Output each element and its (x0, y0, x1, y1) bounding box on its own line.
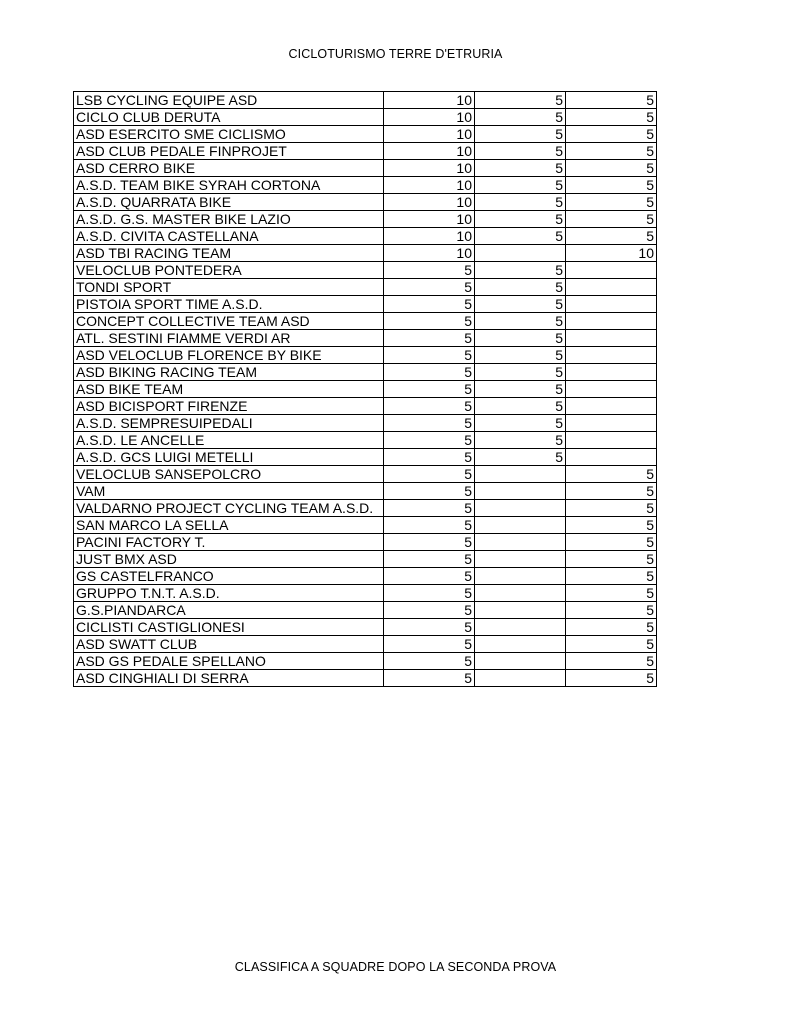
points-cell-3: 5 (566, 177, 657, 194)
points-cell-3: 10 (566, 245, 657, 262)
points-cell-1: 10 (384, 92, 475, 109)
team-name-cell: LSB CYCLING EQUIPE ASD (74, 92, 384, 109)
table-row (74, 568, 657, 585)
table-row (74, 143, 657, 160)
team-name-cell: ASD CINGHIALI DI SERRA (74, 670, 384, 687)
points-cell-3 (566, 262, 657, 279)
points-cell-3 (566, 398, 657, 415)
points-cell-1: 5 (384, 551, 475, 568)
points-cell-1: 5 (384, 398, 475, 415)
points-cell-2 (475, 653, 566, 670)
team-name-cell: ATL. SESTINI FIAMME VERDI AR (74, 330, 384, 347)
table-row (74, 364, 657, 381)
points-cell-2 (475, 636, 566, 653)
points-cell-2 (475, 483, 566, 500)
table-row (74, 551, 657, 568)
team-name-cell: SAN MARCO LA SELLA (74, 517, 384, 534)
points-cell-1: 5 (384, 619, 475, 636)
table-row (74, 330, 657, 347)
table-row (74, 653, 657, 670)
points-cell-3: 5 (566, 126, 657, 143)
points-cell-2: 5 (475, 211, 566, 228)
team-name-cell: ASD TBI RACING TEAM (74, 245, 384, 262)
points-cell-2 (475, 568, 566, 585)
table-row (74, 160, 657, 177)
table-row (74, 262, 657, 279)
table-row (74, 347, 657, 364)
team-name-cell: CICLO CLUB DERUTA (74, 109, 384, 126)
team-name-cell: GRUPPO T.N.T. A.S.D. (74, 585, 384, 602)
points-cell-1: 5 (384, 279, 475, 296)
team-name-cell: PACINI FACTORY T. (74, 534, 384, 551)
table-row (74, 228, 657, 245)
team-name-cell: CONCEPT COLLECTIVE TEAM ASD (74, 313, 384, 330)
page-footer: CLASSIFICA A SQUADRE DOPO LA SECONDA PROVA (234, 960, 557, 974)
page-title: CICLOTURISMO TERRE D'ETRURIA (288, 47, 503, 61)
points-cell-1: 5 (384, 381, 475, 398)
points-cell-2 (475, 585, 566, 602)
points-cell-1: 5 (384, 449, 475, 466)
points-cell-2 (475, 245, 566, 262)
table-row (74, 534, 657, 551)
points-cell-2: 5 (475, 143, 566, 160)
table-row (74, 126, 657, 143)
team-name-cell: G.S.PIANDARCA (74, 602, 384, 619)
standings-table (73, 91, 657, 687)
standings-table-body (74, 92, 657, 687)
points-cell-3: 5 (566, 602, 657, 619)
points-cell-1: 10 (384, 194, 475, 211)
team-name-cell: TONDI SPORT (74, 279, 384, 296)
team-name-cell: GS CASTELFRANCO (74, 568, 384, 585)
table-row (74, 296, 657, 313)
table-row (74, 398, 657, 415)
table-row (74, 619, 657, 636)
points-cell-1: 10 (384, 160, 475, 177)
points-cell-3: 5 (566, 92, 657, 109)
team-name-cell: ASD BICISPORT FIRENZE (74, 398, 384, 415)
points-cell-1: 10 (384, 211, 475, 228)
table-row (74, 245, 657, 262)
points-cell-2: 5 (475, 194, 566, 211)
points-cell-2: 5 (475, 449, 566, 466)
points-cell-1: 10 (384, 228, 475, 245)
table-row (74, 194, 657, 211)
points-cell-3: 5 (566, 143, 657, 160)
team-name-cell: A.S.D. GCS LUIGI METELLI (74, 449, 384, 466)
points-cell-2: 5 (475, 330, 566, 347)
points-cell-3: 5 (566, 228, 657, 245)
points-cell-2 (475, 551, 566, 568)
points-cell-3: 5 (566, 585, 657, 602)
points-cell-3: 5 (566, 670, 657, 687)
table-row (74, 109, 657, 126)
points-cell-1: 10 (384, 177, 475, 194)
points-cell-2: 5 (475, 177, 566, 194)
points-cell-3: 5 (566, 109, 657, 126)
table-row (74, 381, 657, 398)
points-cell-3 (566, 449, 657, 466)
table-row (74, 602, 657, 619)
points-cell-1: 5 (384, 364, 475, 381)
points-cell-1: 5 (384, 483, 475, 500)
points-cell-3: 5 (566, 551, 657, 568)
points-cell-1: 5 (384, 500, 475, 517)
points-cell-1: 5 (384, 602, 475, 619)
table-row (74, 177, 657, 194)
points-cell-1: 5 (384, 296, 475, 313)
points-cell-3: 5 (566, 483, 657, 500)
points-cell-2 (475, 466, 566, 483)
team-name-cell: ASD VELOCLUB FLORENCE BY BIKE (74, 347, 384, 364)
team-name-cell: VELOCLUB PONTEDERA (74, 262, 384, 279)
points-cell-2: 5 (475, 381, 566, 398)
points-cell-3: 5 (566, 211, 657, 228)
points-cell-1: 5 (384, 330, 475, 347)
team-name-cell: ASD BIKE TEAM (74, 381, 384, 398)
points-cell-3 (566, 415, 657, 432)
points-cell-2: 5 (475, 228, 566, 245)
points-cell-1: 5 (384, 466, 475, 483)
points-cell-1: 5 (384, 585, 475, 602)
points-cell-2: 5 (475, 126, 566, 143)
table-row (74, 432, 657, 449)
points-cell-2 (475, 517, 566, 534)
points-cell-1: 5 (384, 432, 475, 449)
points-cell-2: 5 (475, 364, 566, 381)
points-cell-3 (566, 296, 657, 313)
points-cell-3 (566, 313, 657, 330)
points-cell-1: 5 (384, 670, 475, 687)
table-row (74, 585, 657, 602)
points-cell-1: 5 (384, 568, 475, 585)
points-cell-2: 5 (475, 432, 566, 449)
table-row (74, 466, 657, 483)
points-cell-3: 5 (566, 517, 657, 534)
points-cell-2 (475, 500, 566, 517)
table-row (74, 517, 657, 534)
points-cell-3 (566, 381, 657, 398)
team-name-cell: ASD GS PEDALE SPELLANO (74, 653, 384, 670)
points-cell-3: 5 (566, 636, 657, 653)
team-name-cell: ASD BIKING RACING TEAM (74, 364, 384, 381)
points-cell-1: 5 (384, 636, 475, 653)
table-row (74, 211, 657, 228)
points-cell-1: 5 (384, 313, 475, 330)
points-cell-2: 5 (475, 415, 566, 432)
table-row (74, 415, 657, 432)
team-name-cell: PISTOIA SPORT TIME A.S.D. (74, 296, 384, 313)
team-name-cell: JUST BMX ASD (74, 551, 384, 568)
team-name-cell: ASD CERRO BIKE (74, 160, 384, 177)
points-cell-3: 5 (566, 194, 657, 211)
points-cell-2: 5 (475, 109, 566, 126)
team-name-cell: A.S.D. TEAM BIKE SYRAH CORTONA (74, 177, 384, 194)
points-cell-3: 5 (566, 534, 657, 551)
points-cell-2: 5 (475, 279, 566, 296)
team-name-cell: A.S.D. CIVITA CASTELLANA (74, 228, 384, 245)
points-cell-3 (566, 330, 657, 347)
points-cell-3 (566, 347, 657, 364)
points-cell-2 (475, 619, 566, 636)
points-cell-1: 10 (384, 143, 475, 160)
points-cell-1: 5 (384, 534, 475, 551)
table-row (74, 500, 657, 517)
points-cell-3: 5 (566, 466, 657, 483)
points-cell-1: 5 (384, 415, 475, 432)
team-name-cell: A.S.D. LE ANCELLE (74, 432, 384, 449)
points-cell-1: 10 (384, 245, 475, 262)
points-cell-2: 5 (475, 160, 566, 177)
points-cell-3: 5 (566, 619, 657, 636)
team-name-cell: ASD CLUB PEDALE FINPROJET (74, 143, 384, 160)
team-name-cell: CICLISTI CASTIGLIONESI (74, 619, 384, 636)
points-cell-2 (475, 670, 566, 687)
team-name-cell: A.S.D. SEMPRESUIPEDALI (74, 415, 384, 432)
points-cell-3 (566, 364, 657, 381)
points-cell-1: 10 (384, 109, 475, 126)
team-name-cell: ASD ESERCITO SME CICLISMO (74, 126, 384, 143)
points-cell-3: 5 (566, 653, 657, 670)
points-cell-2: 5 (475, 398, 566, 415)
points-cell-1: 5 (384, 347, 475, 364)
points-cell-1: 5 (384, 262, 475, 279)
points-cell-2 (475, 534, 566, 551)
team-name-cell: VELOCLUB SANSEPOLCRO (74, 466, 384, 483)
points-cell-2: 5 (475, 296, 566, 313)
points-cell-2 (475, 602, 566, 619)
team-name-cell: A.S.D. QUARRATA BIKE (74, 194, 384, 211)
table-row (74, 313, 657, 330)
team-name-cell: VALDARNO PROJECT CYCLING TEAM A.S.D. (74, 500, 384, 517)
team-name-cell: ASD SWATT CLUB (74, 636, 384, 653)
points-cell-2: 5 (475, 262, 566, 279)
points-cell-2: 5 (475, 313, 566, 330)
points-cell-3: 5 (566, 160, 657, 177)
team-name-cell: A.S.D. G.S. MASTER BIKE LAZIO (74, 211, 384, 228)
points-cell-3: 5 (566, 500, 657, 517)
table-row (74, 636, 657, 653)
points-cell-1: 5 (384, 653, 475, 670)
team-name-cell: VAM (74, 483, 384, 500)
table-row (74, 670, 657, 687)
table-row (74, 483, 657, 500)
points-cell-3 (566, 279, 657, 296)
points-cell-3: 5 (566, 568, 657, 585)
table-row (74, 279, 657, 296)
points-cell-2: 5 (475, 92, 566, 109)
table-row (74, 449, 657, 466)
points-cell-3 (566, 432, 657, 449)
points-cell-2: 5 (475, 347, 566, 364)
points-cell-1: 10 (384, 126, 475, 143)
table-row (74, 92, 657, 109)
points-cell-1: 5 (384, 517, 475, 534)
